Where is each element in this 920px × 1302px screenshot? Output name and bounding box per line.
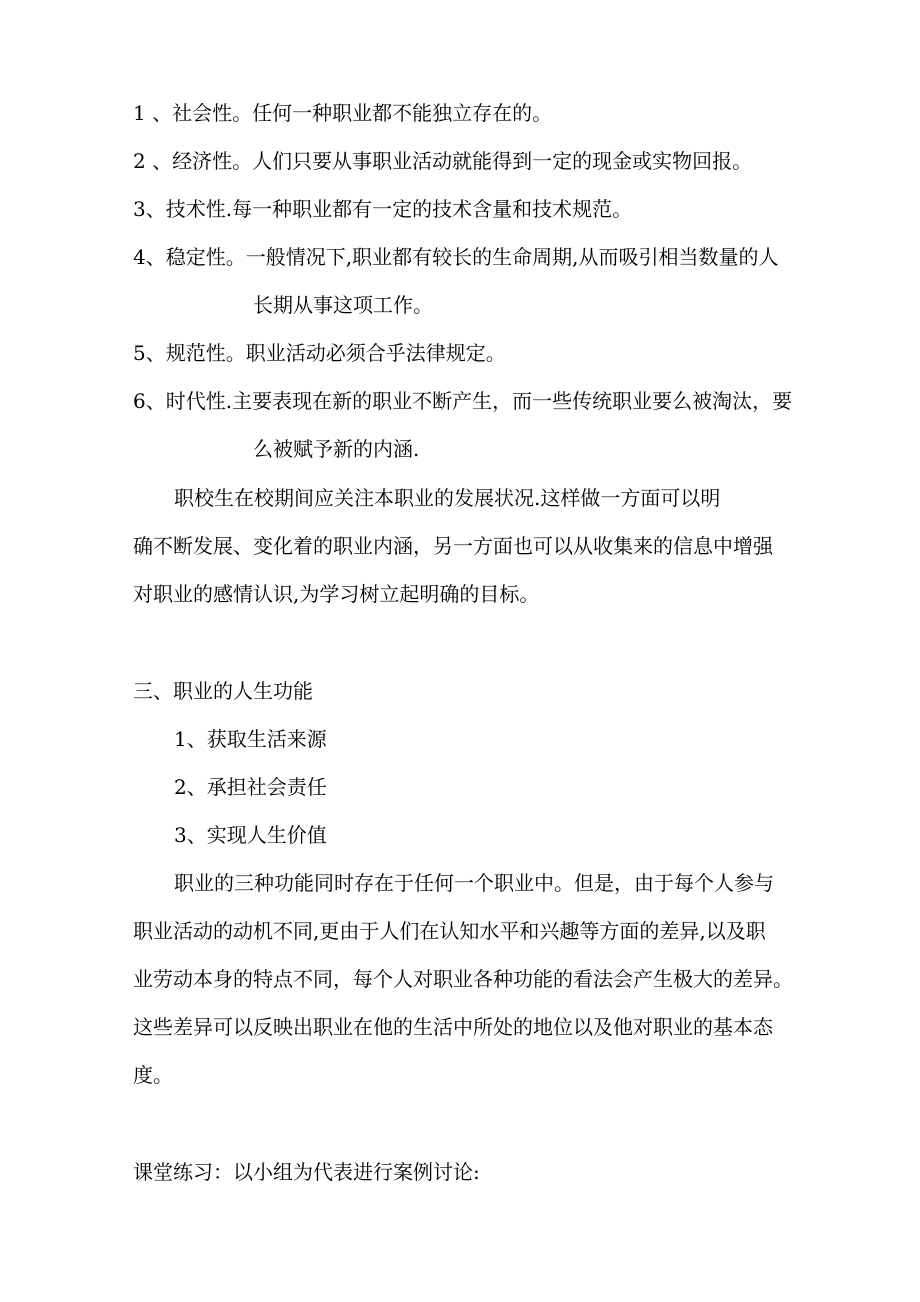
item-number: 3、 [133,197,166,221]
item-text: 稳定性。一般情况下,职业都有较长的生命周期,从而吸引相当数量的人 [165,245,779,269]
characteristic-1 [133,99,552,127]
function-item-2: 2、承担社会责任 [174,775,327,799]
item-text: 技术性.每一种职业都有一定的技术含量和技术规范。 [165,197,633,221]
paragraph-2-line-4: 这些差异可以反映出职业在他的生活中所处的地位以及他对职业的基本态 [133,1015,773,1039]
characteristic-6-continuation: 么被赋予新的内涵. [253,437,420,461]
classroom-exercise: 课堂练习：以小组为代表进行案例讨论: [133,1160,480,1184]
characteristic-4 [133,243,778,271]
item-text: 时代性.主要表现在新的职业不断产生，而一些传统职业要么被淘汰，要 [165,389,793,413]
characteristic-4-continuation: 长期从事这项工作。 [253,293,433,317]
item-number: 4、 [133,245,166,269]
item-number: 6、 [133,389,166,413]
characteristic-6 [133,387,792,415]
item-text: 经济性。人们只要从事职业活动就能得到一定的现金或实物回报。 [172,149,753,173]
item-text: 规范性。职业活动必须合乎法律规定。 [165,341,506,365]
paragraph-1-line-1: 职校生在校期间应关注本职业的发展状况.这样做一方面可以明 [174,486,721,510]
function-item-3: 3、实现人生价值 [174,823,327,847]
paragraph-2-line-5: 度。 [133,1063,173,1087]
characteristic-3 [133,195,632,223]
item-number: 1 、 [133,101,173,125]
paragraph-2-line-2: 职业活动的动机不同,更由于人们在认知水平和兴趣等方面的差异,以及职 [133,919,766,943]
item-number: 5、 [133,341,166,365]
item-number: 2 、 [133,149,173,173]
paragraph-2-line-3: 业劳动本身的特点不同，每个人对职业各种功能的看法会产生极大的差异。 [133,967,793,991]
paragraph-1-line-3: 对职业的感情认识,为学习树立起明确的目标。 [133,582,540,606]
section-heading: 三、职业的人生功能 [133,679,313,703]
characteristic-5 [133,339,506,367]
item-text: 社会性。任何一种职业都不能独立存在的。 [172,101,553,125]
paragraph-2-line-1: 职业的三种功能同时存在于任何一个职业中。但是，由于每个人参与 [174,871,774,895]
function-item-1: 1、获取生活来源 [174,727,327,751]
characteristic-2 [133,147,752,175]
paragraph-1-line-2: 确不断发展、变化着的职业内涵，另一方面也可以从收集来的信息中增强 [133,534,773,558]
